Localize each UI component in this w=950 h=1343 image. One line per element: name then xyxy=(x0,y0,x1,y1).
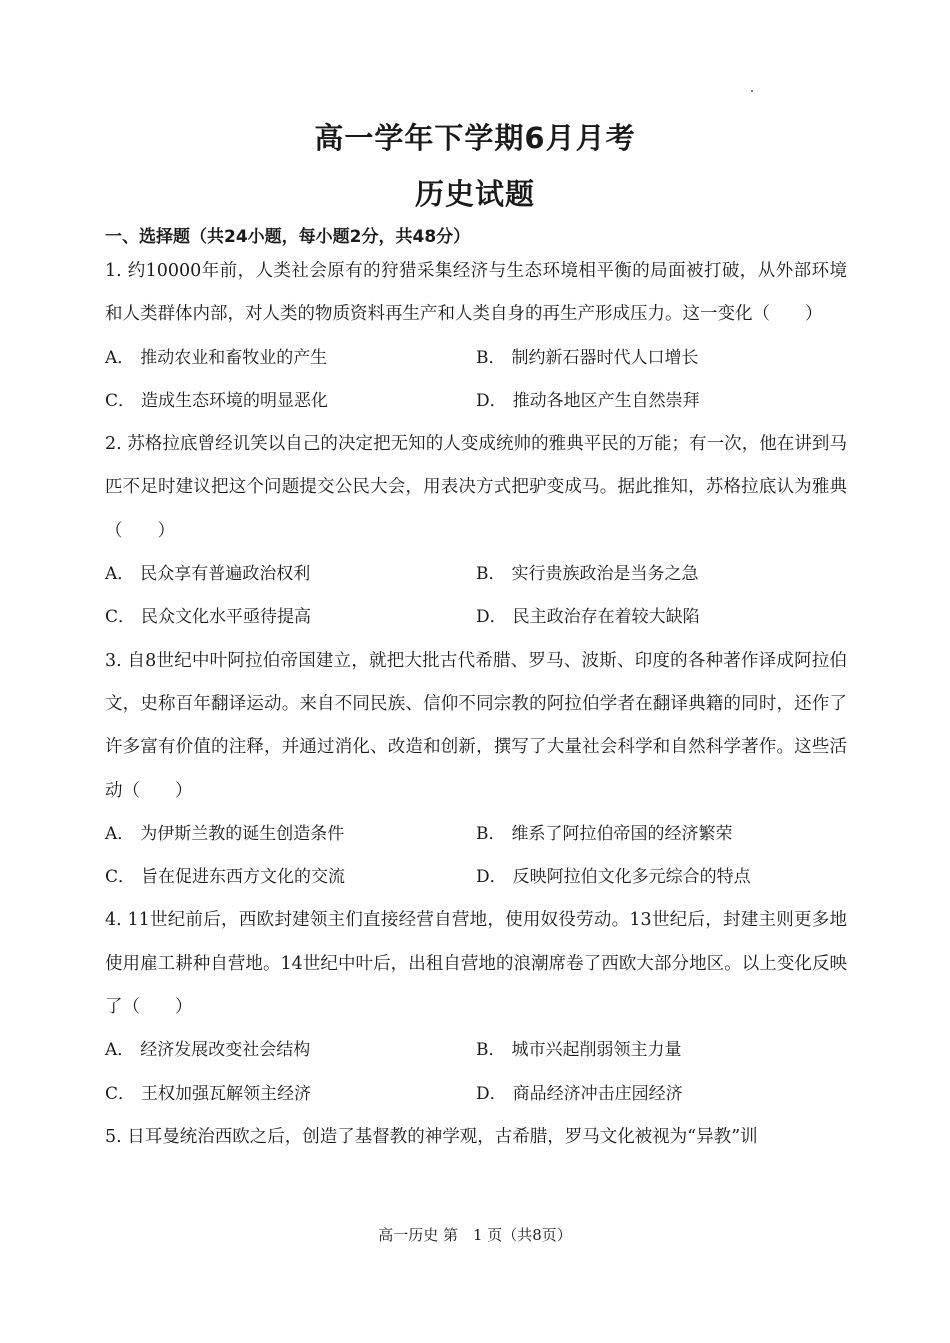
question-2 xyxy=(105,423,847,639)
option-b[interactable]: B． 维系了阿拉伯帝国的经济繁荣 xyxy=(476,823,733,844)
option-a[interactable]: A． 推动农业和畜牧业的产生 xyxy=(105,347,328,368)
option-d[interactable]: D． 民主政治存在着较大缺陷 xyxy=(476,607,700,628)
option-d[interactable]: D． 反映阿拉伯文化多元综合的特点 xyxy=(476,867,751,888)
option-grid xyxy=(105,553,847,640)
option-d[interactable]: D． 商品经济冲击庄园经济 xyxy=(476,1083,683,1104)
exam-title: 高一学年下学期6月月考 xyxy=(314,121,636,155)
option-b[interactable]: B． 实行贵族政治是当务之急 xyxy=(476,564,699,585)
question-4 xyxy=(105,899,847,1115)
option-c[interactable]: C． 造成生态环境的明显恶化 xyxy=(105,390,329,411)
question-stem: 4. 11世纪前后，西欧封建领主们直接经营自营地，使用奴役劳动。13世纪后，封建主则更多地使用雇工耕种自营地。14世纪中叶后，出租自营地的浪潮席卷了西欧大部分地区。以上变化反映了（ ） xyxy=(105,910,847,1018)
question-stem: 5. 日耳曼统治西欧之后，创造了基督教的神学观，古希腊，罗马文化被视为“异教”训 xyxy=(105,1126,758,1147)
option-b[interactable]: B． 城市兴起削弱领主力量 xyxy=(476,1040,682,1061)
option-a[interactable]: A． 经济发展改变社会结构 xyxy=(105,1040,311,1061)
question-list xyxy=(105,250,847,1159)
page-footer: 高一历史 第 1 页（共8页） xyxy=(378,1226,572,1244)
option-a[interactable]: A． 为伊斯兰教的诞生创造条件 xyxy=(105,823,345,844)
option-grid xyxy=(105,337,847,424)
option-b[interactable]: B． 制约新石器时代人口增长 xyxy=(476,347,699,368)
question-5 xyxy=(105,1116,847,1159)
question-3 xyxy=(105,640,847,900)
exam-subject: 历史试题 xyxy=(414,177,535,211)
option-a[interactable]: A． 民众享有普遍政治权利 xyxy=(105,564,311,585)
scan-speck xyxy=(751,90,753,92)
question-1 xyxy=(105,250,847,423)
option-c[interactable]: C． 王权加强瓦解领主经济 xyxy=(105,1083,312,1104)
question-stem: 3. 自8世纪中叶阿拉伯帝国建立，就把大批古代希腊、罗马、波斯、印度的各种著作译成阿拉伯文，史称百年翻译运动。来自不同民族、信仰不同宗教的阿拉伯学者在翻译典籍的同时，还作了许多富有价值的注释，并通过消化、改造和创新，撰写了大量社会科学和自然科学著作。这些活动（ ） xyxy=(105,650,847,801)
section-heading: 一、选择题（共24小题，每小题2分，共48分） xyxy=(105,227,471,247)
option-grid xyxy=(105,1029,847,1116)
option-c[interactable]: C． 旨在促进东西方文化的交流 xyxy=(105,867,346,888)
option-grid xyxy=(105,813,847,900)
option-c[interactable]: C． 民众文化水平亟待提高 xyxy=(105,607,312,628)
option-d[interactable]: D． 推动各地区产生自然崇拜 xyxy=(476,390,700,411)
question-stem: 1. 约10000年前，人类社会原有的狩猎采集经济与生态环境相平衡的局面被打破，从外部环境和人类群体内部，对人类的物质资料再生产和人类自身的再生产形成压力。这一变化（ ） xyxy=(105,261,847,325)
question-stem: 2. 苏格拉底曾经讥笑以自己的决定把无知的人变成统帅的雅典平民的万能；有一次，他在讲到马匹不足时建议把这个问题提交公民大会，用表决方式把驴变成马。据此推知，苏格拉底认为雅典（ ） xyxy=(105,434,847,541)
